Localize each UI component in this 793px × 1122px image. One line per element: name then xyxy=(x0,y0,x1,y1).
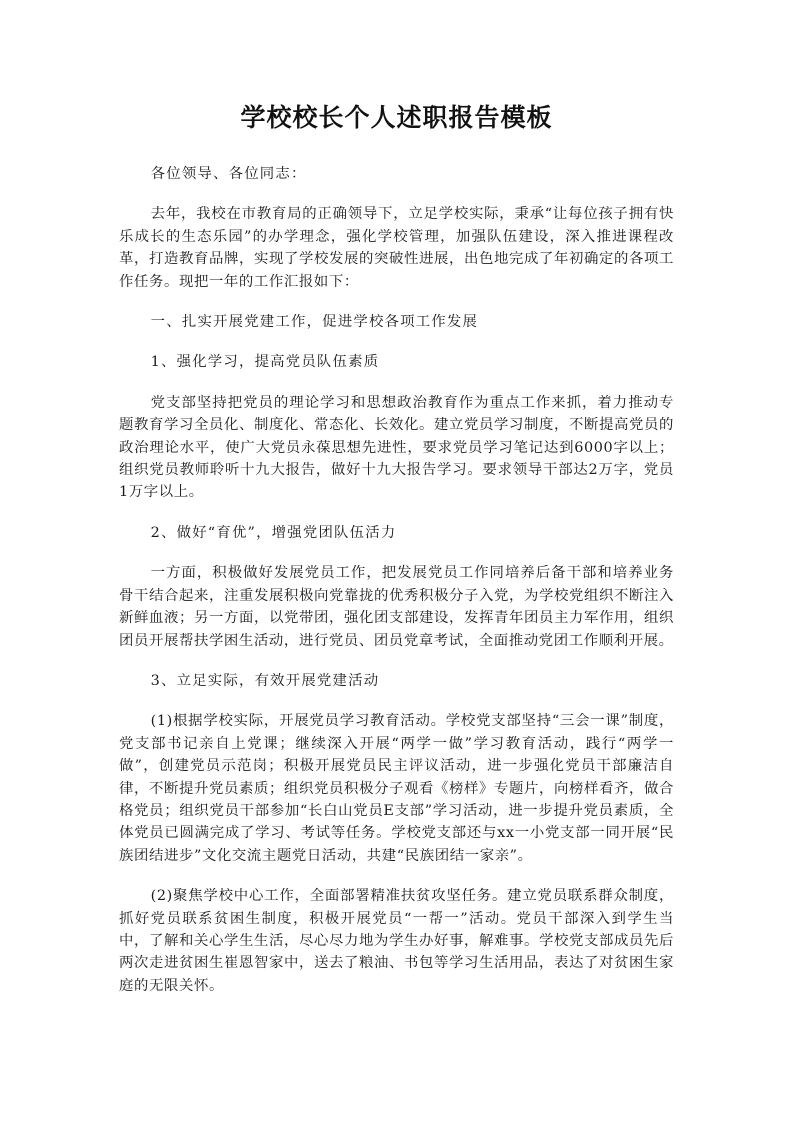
subsection-heading-1-1: 1、强化学习，提高党员队伍素质 xyxy=(150,354,380,371)
document-title: 学校校长个人述职报告模板 xyxy=(240,103,553,132)
salutation: 各位领导、各位同志： xyxy=(150,166,307,182)
subsection-heading-1-2: 2、做好“育优”，增强党团队伍活力 xyxy=(150,524,397,541)
document-page xyxy=(119,100,674,1015)
body-paragraph: 一方面，积极做好发展党员工作，把发展党员工作同培养后备干部和培养业务骨干结合起来，注重发展积极向党靠拢的优秀积极分子入党，为学校党组织不断注入新鲜血液；另一方面，以党带团，强化团支部建设，发挥青年团员主力军作用，组织团员开展帮扶学困生活动，进行党员、团员党章考试，全面推动党团工作顺利开展。 xyxy=(119,565,674,649)
body-paragraph: (1)根据学校实际，开展党员学习教育活动。学校党支部坚持“三会一课”制度，党支部书记亲自上党课；继续深入开展“两学一做”学习教育活动，践行“两学一做”，创建党员示范岗；积极开展党员民主评议活动，进一步强化党员干部廉洁自律，不断提升党员素质；组织党员积极分子观看《榜样》专题片，向榜样看齐，做合格党员；组织党员干部参加“长白山党员E支部”学习活动，进一步提升党员素质，全体党员已圆满完成了学习、考试等任务。学校党支部还与xx一小党支部一同开展“民族团结进步”文化交流主题党日活动，共建“民族团结一家亲”。 xyxy=(119,713,674,864)
body-paragraph: (2)聚焦学校中心工作，全面部署精准扶贫攻坚任务。建立党员联系群众制度，抓好党员联系贫困生制度，积极开展党员“一帮一”活动。党员干部深入到学生当中，了解和关心学生生活，尽心尽力地为学生办好事，解难事。学校党支部成员先后两次走进贫困生崔恩智家中，送去了粮油、书包等学习生活用品，表达了对贫困生家庭的无限关怀。 xyxy=(119,888,674,994)
section-heading-1: 一、扎实开展党建工作，促进学校各项工作发展 xyxy=(150,314,479,331)
intro-paragraph: 去年，我校在市教育局的正确领导下，立足学校实际，秉承“让每位孩子拥有快乐成长的生态乐园”的办学理念，强化学校管理，加强队伍建设，深入推进课程改革，打造教育品牌，实现了学校发展的突破性进展，出色地完成了年初确定的各项工作任务。现把一年的工作汇报如下： xyxy=(119,206,674,290)
body-paragraph: 党支部坚持把党员的理论学习和思想政治教育作为重点工作来抓，着力推动专题教育学习全员化、制度化、常态化、长效化。建立党员学习制度，不断提高党员的政治理论水平，使广大党员永葆思想先进性，要求党员学习笔记达到6000字以上；组织党员教师聆听十九大报告，做好十九大报告学习。要求领导干部达2万字，党员1万字以上。 xyxy=(119,394,674,501)
subsection-heading-1-3: 3、立足实际，有效开展党建活动 xyxy=(150,672,380,689)
